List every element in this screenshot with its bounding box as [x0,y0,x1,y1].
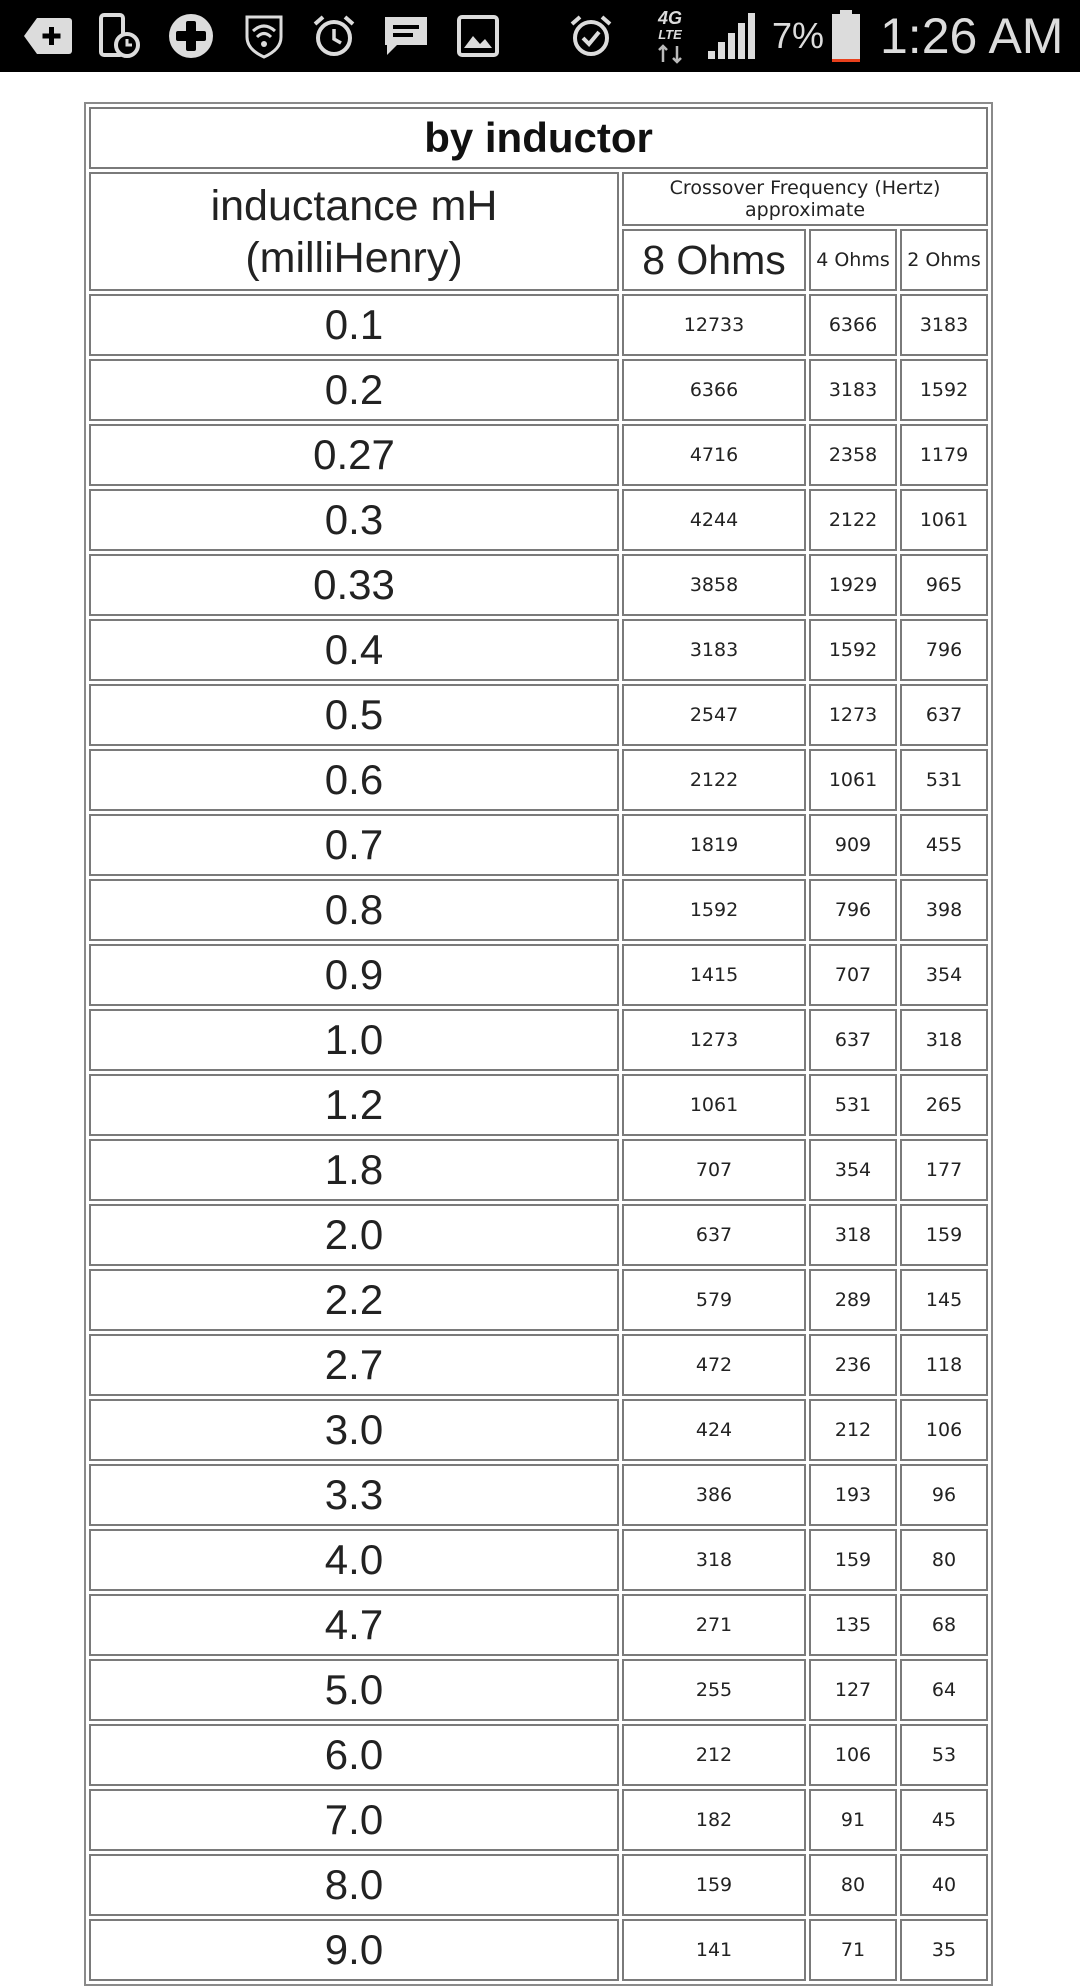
inductance-cell: 8.0 [89,1854,619,1916]
freq-4-ohm-cell: 91 [809,1789,897,1851]
table-row [89,1399,988,1461]
table-row [89,1594,988,1656]
table-row [89,424,988,486]
freq-4-ohm-cell: 135 [809,1594,897,1656]
freq-8-ohm-cell: 4244 [622,489,806,551]
table-row [89,944,988,1006]
table-row [89,1789,988,1851]
inductance-cell: 0.7 [89,814,619,876]
inductance-cell: 0.27 [89,424,619,486]
table-row [89,1464,988,1526]
freq-2-ohm-cell: 265 [900,1074,988,1136]
table-title: by inductor [89,107,988,169]
freq-8-ohm-cell: 6366 [622,359,806,421]
column-header-4-ohms: 4 Ohms [809,229,897,291]
inductance-cell: 0.33 [89,554,619,616]
freq-4-ohm-cell: 236 [809,1334,897,1396]
freq-4-ohm-cell: 1592 [809,619,897,681]
freq-8-ohm-cell: 2547 [622,684,806,746]
freq-8-ohm-cell: 255 [622,1659,806,1721]
inductance-cell: 2.0 [89,1204,619,1266]
freq-2-ohm-cell: 1061 [900,489,988,551]
table-row [89,1204,988,1266]
inductance-cell: 3.0 [89,1399,619,1461]
freq-8-ohm-cell: 4716 [622,424,806,486]
freq-8-ohm-cell: 386 [622,1464,806,1526]
freq-8-ohm-cell: 472 [622,1334,806,1396]
inductance-cell: 0.9 [89,944,619,1006]
alarm-check-icon [566,10,616,62]
inductance-cell: 9.0 [89,1919,619,1981]
column-header-2-ohms: 2 Ohms [900,229,988,291]
freq-8-ohm-cell: 1061 [622,1074,806,1136]
freq-2-ohm-cell: 53 [900,1724,988,1786]
inductance-cell: 0.8 [89,879,619,941]
freq-8-ohm-cell: 1273 [622,1009,806,1071]
page-content [0,72,1080,1973]
freq-2-ohm-cell: 145 [900,1269,988,1331]
freq-4-ohm-cell: 71 [809,1919,897,1981]
freq-8-ohm-cell: 318 [622,1529,806,1591]
inductance-header-line1: inductance mH [210,181,498,230]
inductance-cell: 6.0 [89,1724,619,1786]
freq-4-ohm-cell: 159 [809,1529,897,1591]
freq-4-ohm-cell: 531 [809,1074,897,1136]
inductance-cell: 0.5 [89,684,619,746]
freq-8-ohm-cell: 424 [622,1399,806,1461]
freq-8-ohm-cell: 182 [622,1789,806,1851]
lte-signal-icon [650,6,690,66]
table-row [89,1854,988,1916]
freq-4-ohm-cell: 2122 [809,489,897,551]
inductance-cell: 5.0 [89,1659,619,1721]
inductance-cell: 1.0 [89,1009,619,1071]
inductance-cell: 4.7 [89,1594,619,1656]
freq-4-ohm-cell: 637 [809,1009,897,1071]
inductance-cell: 0.6 [89,749,619,811]
table-row [89,879,988,941]
freq-2-ohm-cell: 354 [900,944,988,1006]
freq-8-ohm-cell: 271 [622,1594,806,1656]
freq-2-ohm-cell: 1592 [900,359,988,421]
freq-2-ohm-cell: 398 [900,879,988,941]
freq-8-ohm-cell: 3858 [622,554,806,616]
freq-2-ohm-cell: 40 [900,1854,988,1916]
column-header-8-ohms: 8 Ohms [622,229,806,291]
freq-2-ohm-cell: 35 [900,1919,988,1981]
inductance-cell: 4.0 [89,1529,619,1591]
frequency-header [622,172,988,226]
freq-4-ohm-cell: 106 [809,1724,897,1786]
freq-2-ohm-cell: 96 [900,1464,988,1526]
freq-2-ohm-cell: 1179 [900,424,988,486]
freq-2-ohm-cell: 637 [900,684,988,746]
inductance-cell: 0.4 [89,619,619,681]
freq-2-ohm-cell: 177 [900,1139,988,1201]
freq-8-ohm-cell: 1819 [622,814,806,876]
table-row [89,1074,988,1136]
freq-2-ohm-cell: 531 [900,749,988,811]
freq-4-ohm-cell: 1061 [809,749,897,811]
freq-8-ohm-cell: 637 [622,1204,806,1266]
freq-2-ohm-cell: 45 [900,1789,988,1851]
freq-8-ohm-cell: 3183 [622,619,806,681]
status-bar [0,0,1080,72]
inductance-cell: 0.2 [89,359,619,421]
freq-2-ohm-cell: 796 [900,619,988,681]
table-row [89,684,988,746]
table-row [89,1724,988,1786]
table-body [89,294,988,1981]
freq-4-ohm-cell: 1273 [809,684,897,746]
freq-2-ohm-cell: 64 [900,1659,988,1721]
clock-time: 1:26 AM [880,8,1064,64]
freq-2-ohm-cell: 455 [900,814,988,876]
table-row [89,619,988,681]
battery-percent: 7% [772,15,825,56]
table-row [89,359,988,421]
freq-4-ohm-cell: 1929 [809,554,897,616]
table-row [89,814,988,876]
table-row [89,1139,988,1201]
frequency-header-line1: Crossover Frequency (Hertz) [669,177,941,199]
freq-4-ohm-cell: 2358 [809,424,897,486]
phone-clock-icon [96,10,142,62]
inductance-cell: 2.7 [89,1334,619,1396]
freq-4-ohm-cell: 193 [809,1464,897,1526]
freq-8-ohm-cell: 212 [622,1724,806,1786]
inductance-cell: 0.1 [89,294,619,356]
inductance-cell: 2.2 [89,1269,619,1331]
freq-8-ohm-cell: 2122 [622,749,806,811]
freq-4-ohm-cell: 80 [809,1854,897,1916]
crossover-table [84,102,993,1986]
table-row [89,1919,988,1981]
freq-4-ohm-cell: 6366 [809,294,897,356]
network-type-text: 4G [657,8,683,28]
inductance-header [89,172,619,291]
table-row [89,1334,988,1396]
table-row [89,1009,988,1071]
freq-8-ohm-cell: 141 [622,1919,806,1981]
battery-icon [828,8,864,64]
network-sub-text: LTE [658,27,682,42]
inductance-cell: 1.8 [89,1139,619,1201]
wifi-shield-icon [240,10,288,62]
freq-4-ohm-cell: 796 [809,879,897,941]
table-row [89,1659,988,1721]
freq-8-ohm-cell: 1592 [622,879,806,941]
inductance-cell: 7.0 [89,1789,619,1851]
freq-2-ohm-cell: 3183 [900,294,988,356]
freq-8-ohm-cell: 707 [622,1139,806,1201]
freq-2-ohm-cell: 159 [900,1204,988,1266]
freq-4-ohm-cell: 354 [809,1139,897,1201]
freq-8-ohm-cell: 12733 [622,294,806,356]
freq-8-ohm-cell: 159 [622,1854,806,1916]
freq-2-ohm-cell: 68 [900,1594,988,1656]
freq-4-ohm-cell: 212 [809,1399,897,1461]
table-row [89,1269,988,1331]
table-row [89,1529,988,1591]
inductance-cell: 1.2 [89,1074,619,1136]
freq-8-ohm-cell: 579 [622,1269,806,1331]
freq-2-ohm-cell: 118 [900,1334,988,1396]
freq-4-ohm-cell: 909 [809,814,897,876]
plus-circle-icon [166,10,216,62]
freq-2-ohm-cell: 318 [900,1009,988,1071]
freq-4-ohm-cell: 318 [809,1204,897,1266]
inductance-header-line2: (milliHenry) [245,233,463,282]
freq-8-ohm-cell: 1415 [622,944,806,1006]
table-row [89,749,988,811]
image-icon [454,10,502,62]
table-row [89,489,988,551]
freq-4-ohm-cell: 289 [809,1269,897,1331]
freq-2-ohm-cell: 965 [900,554,988,616]
inductance-cell: 0.3 [89,489,619,551]
table-row [89,554,988,616]
alarm-clock-icon [310,10,358,62]
freq-4-ohm-cell: 3183 [809,359,897,421]
table-row [89,294,988,356]
freq-2-ohm-cell: 80 [900,1529,988,1591]
cell-signal-icon [706,10,760,62]
freq-2-ohm-cell: 106 [900,1399,988,1461]
add-box-icon [22,10,74,62]
frequency-header-line2: approximate [745,199,866,221]
message-icon [380,10,432,62]
freq-4-ohm-cell: 707 [809,944,897,1006]
inductance-cell: 3.3 [89,1464,619,1526]
freq-4-ohm-cell: 127 [809,1659,897,1721]
